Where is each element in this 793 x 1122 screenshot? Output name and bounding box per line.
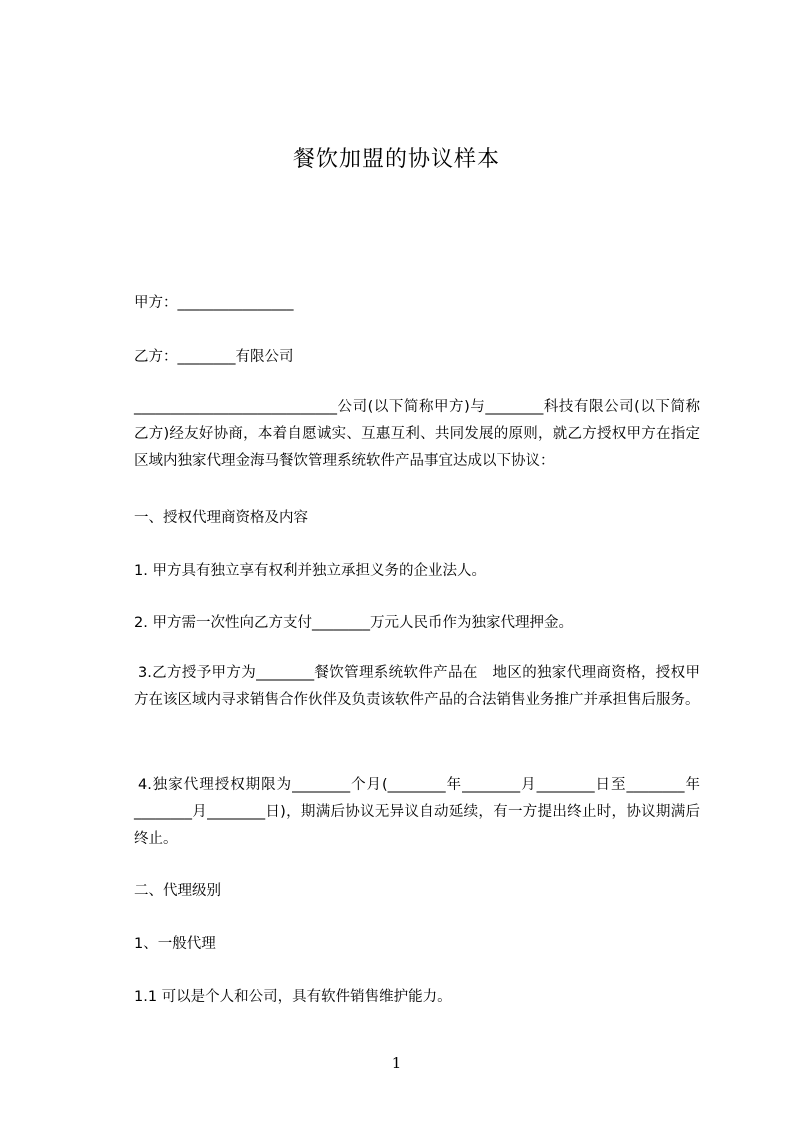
clause-2: 2. 甲方需一次性向乙方支付________万元人民币作为独家代理押金。 bbox=[134, 615, 573, 631]
intro-paragraph: ____________________________公司(以下简称甲方)与________科技有限公司(以下简称乙方)经友好协商，本着自愿诚实、互惠互利、共同发展的原则，就乙方授权甲方在指定区域内独家代理金海马餐饮管理系统软件产品事宜达成以下协议： bbox=[134, 399, 700, 469]
section-2-heading: 二、代理级别 bbox=[134, 883, 221, 899]
clause-3: 3.乙方授予甲方为________餐饮管理系统软件产品在 地区的独家代理商资格，授权甲方在该区域内寻求销售合作伙伴及负责该软件产品的合法销售业务推广并承担售后服务。 bbox=[134, 665, 700, 708]
level-1-heading: 1、一般代理 bbox=[134, 936, 216, 952]
page-number: 1 bbox=[391, 1054, 402, 1072]
clause-1: 1. 甲方具有独立享有权利并独立承担义务的企业法人。 bbox=[134, 563, 486, 579]
party-b-line: 乙方：________有限公司 bbox=[134, 349, 294, 365]
party-a-line: 甲方：________________ bbox=[134, 295, 294, 311]
clause-4: 4.独家代理授权期限为________个月(________年________月________日至________年________月________日)，期满后协议无异议自动延续，有一方提出终止时，协议期满后终止。 bbox=[134, 777, 700, 847]
level-1-1-text: 1.1 可以是个人和公司，具有软件销售维护能力。 bbox=[134, 989, 452, 1005]
section-1-heading: 一、授权代理商资格及内容 bbox=[134, 510, 308, 526]
document-title: 餐饮加盟的协议样本 bbox=[292, 147, 500, 172]
